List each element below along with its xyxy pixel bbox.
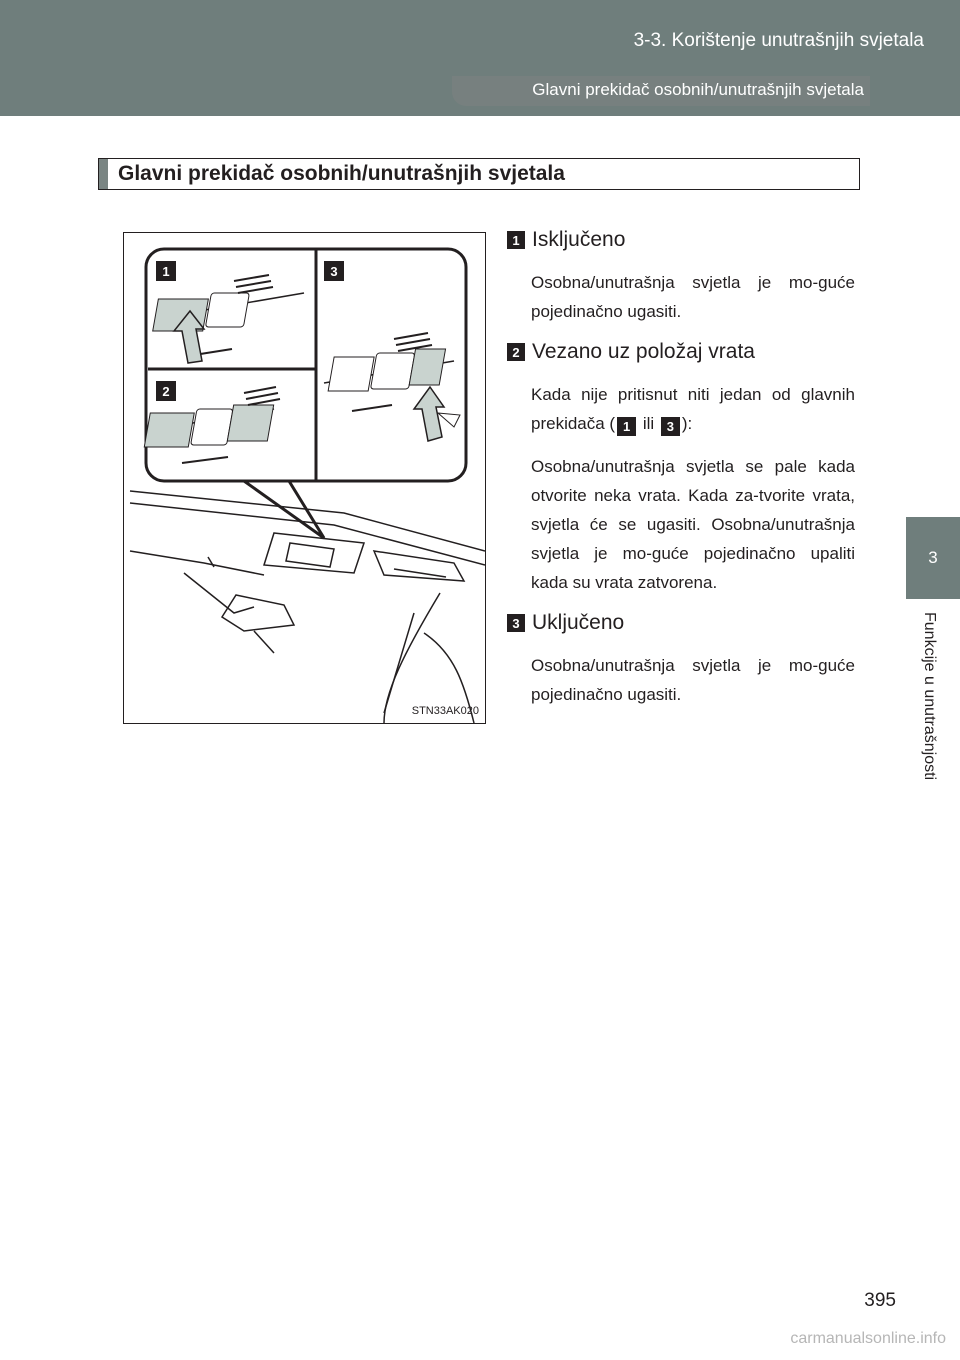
item-text-3: Osobna/unutrašnja svjetla je mo-guće pojedinačno ugasiti. bbox=[531, 656, 855, 704]
item-heading-1 bbox=[507, 228, 855, 252]
page-number: 395 bbox=[864, 1290, 896, 1311]
item-text-2a-before: Kada nije pritisnut niti jedan od glavnih prekidača ( bbox=[531, 385, 855, 433]
figure-code: STN33AK020 bbox=[411, 705, 479, 717]
callout-badge-3: 3 bbox=[330, 264, 338, 279]
chapter-tab-number: 3 bbox=[928, 548, 938, 567]
illustration-drawing bbox=[124, 233, 485, 723]
item-text-2b: Osobna/unutrašnja svjetla se pale kada otvorite neka vrata. Kada za-tvorite vrata, svjetla će se ugasiti. Osobna/unutrašnja svjetla je mo-guće pojedinačno upaliti kada su vrata zatvorena. bbox=[531, 457, 855, 592]
item-text-2a-mid: ili bbox=[638, 414, 659, 433]
section-heading-box bbox=[98, 158, 860, 190]
item-heading-text-3: Uključeno bbox=[532, 611, 625, 634]
switch-illustration bbox=[123, 232, 486, 724]
inline-ref-badge-1: 1 bbox=[617, 417, 636, 436]
item-heading-2 bbox=[507, 340, 855, 364]
inline-ref-badge-3: 3 bbox=[661, 417, 680, 436]
watermark: carmanualsonline.info bbox=[790, 1330, 946, 1347]
section-heading-bar bbox=[99, 159, 108, 189]
item-list bbox=[507, 228, 855, 723]
item-heading-text-2: Vezano uz položaj vrata bbox=[532, 340, 755, 363]
item-text-2a bbox=[531, 380, 855, 438]
header-chapter-title: 3-3. Korištenje unutrašnjih svjetala bbox=[633, 30, 924, 51]
item-badge-1: 1 bbox=[507, 231, 525, 249]
item-badge-3: 3 bbox=[507, 614, 525, 632]
chapter-tab-label: Funkcije u unutrašnjosti bbox=[921, 612, 938, 781]
header-section-title: Glavni prekidač osobnih/unutrašnjih svjetala bbox=[532, 80, 864, 99]
callout-badge-2: 2 bbox=[162, 384, 170, 399]
item-heading-text-1: Isključeno bbox=[532, 228, 626, 251]
item-badge-2: 2 bbox=[507, 343, 525, 361]
section-heading: Glavni prekidač osobnih/unutrašnjih svjetala bbox=[118, 162, 565, 185]
item-heading-3 bbox=[507, 611, 855, 635]
callout-badge-1: 1 bbox=[162, 264, 170, 279]
chapter-tab[interactable] bbox=[906, 517, 960, 599]
item-text-2a-after: ): bbox=[681, 414, 693, 433]
item-text-1: Osobna/unutrašnja svjetla je mo-guće pojedinačno ugasiti. bbox=[531, 273, 855, 321]
